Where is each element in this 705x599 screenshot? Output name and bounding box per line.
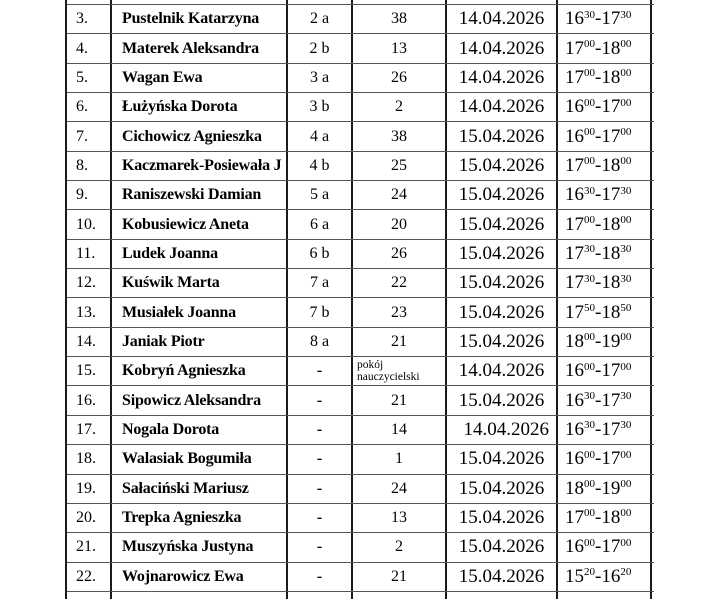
room-cell: 38 xyxy=(353,122,447,150)
time-start-hour: 16 xyxy=(565,8,584,30)
time-cell: 16 $^{30}$ - 17 $^{30}$ xyxy=(558,416,652,444)
class-cell xyxy=(288,0,353,4)
class-cell: 2 a xyxy=(288,5,353,33)
class-cell: - xyxy=(288,533,353,561)
table-row xyxy=(67,210,654,239)
room-cell: 38 xyxy=(353,5,447,33)
time-separator: - xyxy=(595,8,602,30)
room-cell: 21 xyxy=(353,563,447,591)
row-number-cell: 10. xyxy=(67,210,112,238)
time-cell: 16 $^{30}$ - 17 $^{30}$ xyxy=(558,5,652,33)
time-cell xyxy=(558,592,652,599)
room-cell: 24 xyxy=(353,475,447,503)
row-number-cell: 8. xyxy=(67,152,112,180)
time-separator: - xyxy=(595,66,602,88)
time-cell: 16 $^{00}$ - 17 $^{00}$ xyxy=(558,533,652,561)
time-end-hour: 17 xyxy=(601,184,621,206)
time-end-hour: 18 xyxy=(601,242,621,264)
class-cell: 3 b xyxy=(288,93,353,121)
time-separator: - xyxy=(595,507,602,529)
room-cell: 1 xyxy=(353,445,447,473)
class-cell: - xyxy=(288,445,353,473)
time-end-hour: 18 xyxy=(601,507,621,529)
class-cell: 3 a xyxy=(288,64,353,92)
teacher-name-cell: Kaczmarek-Posiewała J xyxy=(112,152,288,180)
teacher-name-cell xyxy=(112,592,288,599)
class-cell: - xyxy=(288,357,353,385)
time-end-hour: 17 xyxy=(601,418,621,440)
date-cell: 15.04.2026 xyxy=(447,533,558,561)
class-cell: 4 b xyxy=(288,152,353,180)
time-cell: 17 $^{00}$ - 18 $^{00}$ xyxy=(558,210,652,238)
time-start-hour: 16 xyxy=(565,96,584,118)
time-end-hour: 17 xyxy=(601,96,621,118)
time-end-hour: 17 xyxy=(601,125,621,147)
time-separator: - xyxy=(595,477,602,499)
date-cell: 14.04.2026 xyxy=(447,5,558,33)
date-cell: 15.04.2026 xyxy=(447,181,558,209)
date-cell: 15.04.2026 xyxy=(447,563,558,591)
table-row xyxy=(67,122,654,151)
row-number-cell: 21. xyxy=(67,533,112,561)
time-separator: - xyxy=(595,213,602,235)
date-cell: 15.04.2026 xyxy=(447,269,558,297)
time-separator: - xyxy=(595,330,602,352)
row-number-cell: 13. xyxy=(67,298,112,326)
date-cell: 15.04.2026 xyxy=(447,122,558,150)
time-cell: 17 $^{00}$ - 18 $^{00}$ xyxy=(558,152,652,180)
time-start-hour: 17 xyxy=(565,242,584,264)
time-cell: 17 $^{00}$ - 18 $^{00}$ xyxy=(558,64,652,92)
date-cell: 14.04.2026 xyxy=(447,93,558,121)
time-cell: 16 $^{00}$ - 17 $^{00}$ xyxy=(558,445,652,473)
table-row xyxy=(67,93,654,122)
time-start-hour: 16 xyxy=(565,448,584,470)
time-end-hour: 18 xyxy=(601,301,621,323)
room-cell: 26 xyxy=(353,240,447,268)
date-cell xyxy=(447,592,558,599)
time-start-hour: 18 xyxy=(565,477,584,499)
time-cell: 16 $^{00}$ - 17 $^{00}$ xyxy=(558,122,652,150)
time-separator: - xyxy=(595,272,602,294)
table-row xyxy=(67,475,654,504)
time-separator: - xyxy=(595,301,602,323)
time-start-hour: 17 xyxy=(565,301,584,323)
table-row xyxy=(67,64,654,93)
row-number-cell: 9. xyxy=(67,181,112,209)
time-end-hour: 19 xyxy=(601,330,621,352)
class-cell: 4 a xyxy=(288,122,353,150)
class-cell: 7 a xyxy=(288,269,353,297)
table-row xyxy=(67,152,654,181)
room-cell: 14 xyxy=(353,416,447,444)
time-cell: 17 $^{30}$ - 18 $^{30}$ xyxy=(558,240,652,268)
date-cell: 15.04.2026 xyxy=(447,152,558,180)
time-cell: 17 $^{30}$ - 18 $^{30}$ xyxy=(558,269,652,297)
class-cell: 5 a xyxy=(288,181,353,209)
time-start-hour: 16 xyxy=(565,360,584,382)
room-cell: 20 xyxy=(353,210,447,238)
date-cell: 15.04.2026 xyxy=(447,386,558,414)
class-cell: 2 b xyxy=(288,34,353,62)
time-end-hour: 18 xyxy=(601,66,621,88)
time-separator: - xyxy=(595,389,602,411)
teacher-name-cell: Pustelnik Katarzyna xyxy=(112,5,288,33)
time-end-hour: 16 xyxy=(601,565,621,587)
teacher-name-cell: Sałaciński Mariusz xyxy=(112,475,288,503)
table-row xyxy=(67,504,654,533)
time-end-hour: 17 xyxy=(601,389,621,411)
time-separator: - xyxy=(595,448,602,470)
time-start-hour: 16 xyxy=(565,389,584,411)
table-row xyxy=(67,181,654,210)
class-cell: 8 a xyxy=(288,328,353,356)
teacher-name-cell: Raniszewski Damian xyxy=(112,181,288,209)
date-cell: 15.04.2026 xyxy=(447,475,558,503)
date-cell: 14.04.2026 xyxy=(447,34,558,62)
teacher-name-cell: Musiałek Joanna xyxy=(112,298,288,326)
room-cell: 13 xyxy=(353,504,447,532)
time-cell: 16 $^{30}$ - 17 $^{30}$ xyxy=(558,386,652,414)
time-separator: - xyxy=(595,565,602,587)
room-cell: pokój nauczycielski xyxy=(353,357,447,385)
teacher-name-cell: Kobusiewicz Aneta xyxy=(112,210,288,238)
time-start-hour: 17 xyxy=(565,272,584,294)
time-separator: - xyxy=(595,154,602,176)
table-row xyxy=(67,269,654,298)
class-cell: - xyxy=(288,475,353,503)
time-cell: 18 $^{00}$ - 19 $^{00}$ xyxy=(558,475,652,503)
time-separator: - xyxy=(595,536,602,558)
room-cell: 23 xyxy=(353,298,447,326)
row-number-cell xyxy=(67,592,112,599)
row-number-cell: 11. xyxy=(67,240,112,268)
date-cell: 15.04.2026 xyxy=(447,298,558,326)
time-end-hour: 17 xyxy=(601,448,621,470)
time-cell: 15 $^{20}$ - 16 $^{20}$ xyxy=(558,563,652,591)
table-row xyxy=(67,298,654,327)
teacher-name-cell: Sipowicz Aleksandra xyxy=(112,386,288,414)
date-cell: 15.04.2026 xyxy=(447,504,558,532)
teacher-name-cell: Materek Aleksandra xyxy=(112,34,288,62)
table-row xyxy=(67,533,654,562)
time-separator: - xyxy=(595,184,602,206)
time-separator: - xyxy=(595,360,602,382)
row-number-cell: 14. xyxy=(67,328,112,356)
date-cell: 15.04.2026 xyxy=(447,210,558,238)
room-cell: 21 xyxy=(353,386,447,414)
time-cell: 17 $^{00}$ - 18 $^{00}$ xyxy=(558,34,652,62)
class-cell xyxy=(288,592,353,599)
time-separator: - xyxy=(595,125,602,147)
row-number-cell: 4. xyxy=(67,34,112,62)
class-cell: - xyxy=(288,563,353,591)
time-start-hour: 17 xyxy=(565,213,584,235)
time-end-hour: 19 xyxy=(601,477,621,499)
row-number-cell: 7. xyxy=(67,122,112,150)
time-end-hour: 17 xyxy=(601,8,621,30)
row-number-cell: 20. xyxy=(67,504,112,532)
time-separator: - xyxy=(595,418,602,440)
time-cell: 17 $^{00}$ - 18 $^{00}$ xyxy=(558,504,652,532)
teacher-name-cell: Nogala Dorota xyxy=(112,416,288,444)
teacher-name-cell: Ludek Joanna xyxy=(112,240,288,268)
room-cell: 24 xyxy=(353,181,447,209)
time-start-hour: 16 xyxy=(565,125,584,147)
partial-row-bottom xyxy=(67,592,654,599)
teacher-name-cell xyxy=(112,0,288,4)
table-row xyxy=(67,328,654,357)
date-cell: 15.04.2026 xyxy=(447,240,558,268)
row-number-cell: 18. xyxy=(67,445,112,473)
room-cell: 25 xyxy=(353,152,447,180)
time-cell: 16 $^{00}$ - 17 $^{00}$ xyxy=(558,93,652,121)
teacher-name-cell: Łużyńska Dorota xyxy=(112,93,288,121)
row-number-cell: 5. xyxy=(67,64,112,92)
time-start-hour: 18 xyxy=(565,330,584,352)
date-cell: 14.04.2026 xyxy=(447,416,558,444)
time-start-hour: 17 xyxy=(565,66,584,88)
teacher-name-cell: Kobryń Agnieszka xyxy=(112,357,288,385)
time-end-hour: 18 xyxy=(601,213,621,235)
time-start-hour: 17 xyxy=(565,154,584,176)
room-cell: 22 xyxy=(353,269,447,297)
teacher-name-cell: Muszyńska Justyna xyxy=(112,533,288,561)
class-cell: - xyxy=(288,386,353,414)
table-row xyxy=(67,445,654,474)
time-separator: - xyxy=(595,96,602,118)
table-row xyxy=(67,386,654,415)
date-cell: 14.04.2026 xyxy=(447,357,558,385)
class-cell: - xyxy=(288,416,353,444)
time-separator: - xyxy=(595,242,602,264)
row-number-cell: 22. xyxy=(67,563,112,591)
time-end-hour: 17 xyxy=(601,536,621,558)
time-cell: 16 $^{00}$ - 17 $^{00}$ xyxy=(558,357,652,385)
class-cell: 6 a xyxy=(288,210,353,238)
room-cell: 21 xyxy=(353,328,447,356)
date-cell xyxy=(447,0,558,4)
room-cell: 26 xyxy=(353,64,447,92)
time-end-hour: 17 xyxy=(601,360,621,382)
time-start-hour: 16 xyxy=(565,418,584,440)
teacher-name-cell: Wojnarowicz Ewa xyxy=(112,563,288,591)
time-start-hour: 16 xyxy=(565,184,584,206)
date-cell: 15.04.2026 xyxy=(447,328,558,356)
table-row xyxy=(67,34,654,63)
table-row xyxy=(67,240,654,269)
row-number-cell: 3. xyxy=(67,5,112,33)
teacher-name-cell: Janiak Piotr xyxy=(112,328,288,356)
table-row xyxy=(67,5,654,34)
teacher-name-cell: Trepka Agnieszka xyxy=(112,504,288,532)
teacher-name-cell: Kuświk Marta xyxy=(112,269,288,297)
row-number-cell: 12. xyxy=(67,269,112,297)
row-number-cell xyxy=(67,0,112,4)
class-cell: - xyxy=(288,504,353,532)
date-cell: 15.04.2026 xyxy=(447,445,558,473)
time-cell: 16 $^{30}$ - 17 $^{30}$ xyxy=(558,181,652,209)
room-cell: 2 xyxy=(353,533,447,561)
row-number-cell: 15. xyxy=(67,357,112,385)
room-cell: 2 xyxy=(353,93,447,121)
time-cell: 18 $^{00}$ - 19 $^{00}$ xyxy=(558,328,652,356)
date-cell: 14.04.2026 xyxy=(447,64,558,92)
row-number-cell: 19. xyxy=(67,475,112,503)
teacher-name-cell: Cichowicz Agnieszka xyxy=(112,122,288,150)
class-cell: 7 b xyxy=(288,298,353,326)
teacher-name-cell: Walasiak Bogumiła xyxy=(112,445,288,473)
table-row xyxy=(67,357,654,386)
row-number-cell: 17. xyxy=(67,416,112,444)
row-number-cell: 16. xyxy=(67,386,112,414)
time-start-hour: 16 xyxy=(565,536,584,558)
time-start-hour: 17 xyxy=(565,507,584,529)
table-row xyxy=(67,416,654,445)
room-cell xyxy=(353,0,447,4)
schedule-table xyxy=(65,0,654,599)
time-separator: - xyxy=(595,37,602,59)
row-number-cell: 6. xyxy=(67,93,112,121)
teacher-name-cell: Wagan Ewa xyxy=(112,64,288,92)
room-cell xyxy=(353,592,447,599)
class-cell: 6 b xyxy=(288,240,353,268)
table-row xyxy=(67,563,654,592)
time-end-hour: 18 xyxy=(601,37,621,59)
time-cell xyxy=(558,0,652,4)
time-end-hour: 18 xyxy=(601,154,621,176)
time-start-hour: 17 xyxy=(565,37,584,59)
time-cell: 17 $^{50}$ - 18 $^{50}$ xyxy=(558,298,652,326)
time-start-hour: 15 xyxy=(565,565,584,587)
time-end-hour: 18 xyxy=(601,272,621,294)
room-cell: 13 xyxy=(353,34,447,62)
